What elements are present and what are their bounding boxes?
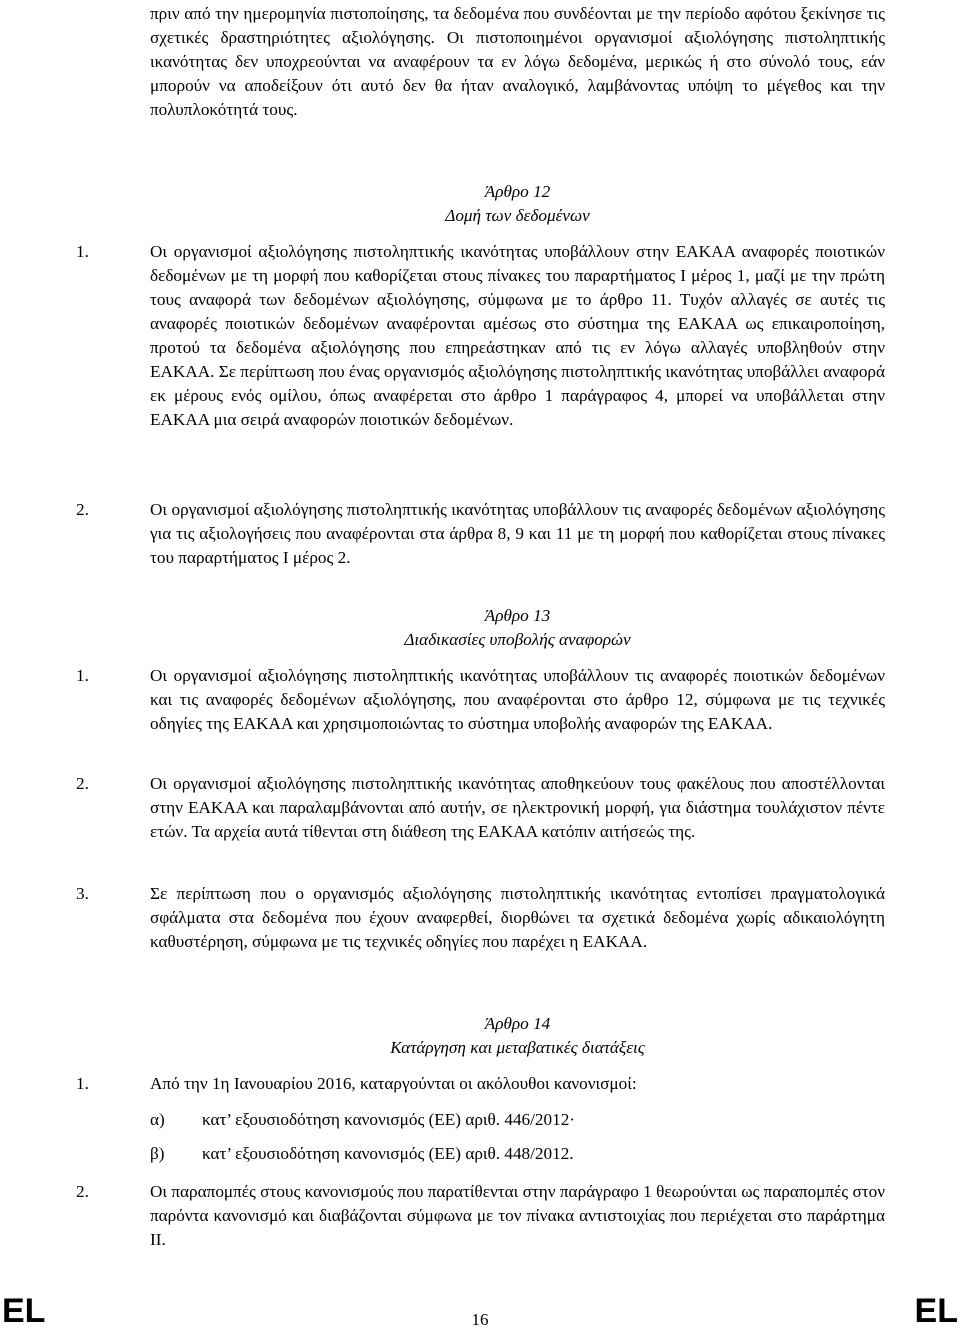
- article-13-paragraph-1: [76, 664, 885, 736]
- footer-language-right: EL: [914, 1292, 958, 1330]
- subitem-text: κατ’ εξουσιοδότηση κανονισμός (ΕΕ) αριθ. 448/2012.: [202, 1144, 574, 1163]
- article-14-paragraph-2: [76, 1180, 885, 1252]
- paragraph-number: 1.: [76, 242, 89, 261]
- paragraph-number: 2.: [76, 1182, 89, 1201]
- article-13-title: Διαδικασίες υποβολής αναφορών: [404, 630, 631, 649]
- footer-language-left: EL: [2, 1292, 46, 1330]
- paragraph-number: 1.: [76, 1074, 89, 1093]
- paragraph-text: Οι οργανισμοί αξιολόγησης πιστοληπτικής ικανότητας υποβάλλουν τις αναφορές δεδομένων αξιολόγησης για τις αξιολογήσεις που αναφέρονται στα άρθρα 8, 9 και 11 με τη μορφή που καθορίζεται στους πίνακες του παραρτήματος I μέρος 2.: [150, 500, 885, 567]
- paragraph-number: 3.: [76, 884, 89, 903]
- article-12-paragraph-2: [76, 498, 885, 570]
- article-14-subitem-b: [76, 1142, 885, 1166]
- article-13-paragraph-3: [76, 882, 885, 954]
- paragraph-text: Οι οργανισμοί αξιολόγησης πιστοληπτικής ικανότητας υποβάλλουν τις αναφορές ποιοτικών δεδομένων και τις αναφορές δεδομένων αξιολόγησης, που αναφέρονται στο άρθρο 12, σύμφωνα με τις τεχνικές οδηγίες της ΕΑΚΑΑ και χρησιμοποιώντας το σύστημα υποβολής αναφορών της ΕΑΚΑΑ.: [150, 666, 885, 733]
- paragraph-number: 1.: [76, 666, 89, 685]
- paragraph-text: Οι παραπομπές στους κανονισμούς που παρατίθενται στην παράγραφο 1 θεωρούνται ως παραπομπές στον παρόντα κανονισμό και διαβάζονται σύμφωνα με τον πίνακα αντιστοιχίας που περιέχεται στο παράρτημα ΙΙ.: [150, 1182, 885, 1249]
- article-14-subitem-a: [76, 1108, 885, 1132]
- article-13-paragraph-2: [76, 772, 885, 844]
- article-14-number: Άρθρο 14: [484, 1014, 551, 1033]
- subitem-letter: α): [150, 1110, 165, 1129]
- paragraph-text: Σε περίπτωση που ο οργανισμός αξιολόγησης πιστοληπτικής ικανότητας εντοπίσει πραγματολογικά σφάλματα στα δεδομένα που έχουν αναφερθεί, διορθώνει τα σχετικά δεδομένα χωρίς αδικαιολόγητη καθυστέρηση, σύμφωνα με τις τεχνικές οδηγίες που παρέχει η ΕΑΚΑΑ.: [150, 884, 885, 951]
- subitem-text: κατ’ εξουσιοδότηση κανονισμός (ΕΕ) αριθ. 446/2012·: [202, 1110, 576, 1129]
- article-13-number: Άρθρο 13: [484, 606, 551, 625]
- article-14-paragraph-1: [76, 1072, 885, 1096]
- page-number: 16: [471, 1310, 489, 1329]
- paragraph-text: Οι οργανισμοί αξιολόγησης πιστοληπτικής ικανότητας αποθηκεύουν τους φακέλους που αποστέλλονται στην ΕΑΚΑΑ και παραλαμβάνονται από αυτήν, σε ηλεκτρονική μορφή, για διάστημα τουλάχιστον πέντε ετών. Τα αρχεία αυτά τίθενται στη διάθεση της ΕΑΚΑΑ κατόπιν αιτήσεώς της.: [150, 774, 885, 841]
- subitem-letter: β): [150, 1144, 165, 1163]
- article-14-title: Κατάργηση και μεταβατικές διατάξεις: [390, 1038, 645, 1057]
- paragraph-number: 2.: [76, 774, 89, 793]
- intro-paragraph: πριν από την ημερομηνία πιστοποίησης, τα δεδομένα που συνδέονται με την περίοδο αφότου ξεκίνησε τις σχετικές δραστηριότητες αξιολόγησης. Οι πιστοποιημένοι οργανισμοί αξιολόγησης πιστοληπτικής ικανότητας δεν υποχρεούνται να αναφέρουν τα εν λόγω δεδομένα, μερικώς ή στο σύνολό τους, εάν μπορούν να αποδείξουν ότι αυτό δεν θα ήταν αναλογικό, λαμβάνοντας υπόψη το μέγεθος και την πολυπλοκότητά τους.: [150, 4, 885, 119]
- paragraph-text: Από την 1η Ιανουαρίου 2016, καταργούνται οι ακόλουθοι κανονισμοί:: [150, 1074, 637, 1093]
- article-12-title: Δομή των δεδομένων: [445, 206, 590, 225]
- paragraph-text: Οι οργανισμοί αξιολόγησης πιστοληπτικής ικανότητας υποβάλλουν στην ΕΑΚΑΑ αναφορές ποιοτικών δεδομένων με τη μορφή που καθορίζεται στους πίνακες του παραρτήματος I μέρος 1, μαζί με την πρώτη τους αναφορά των δεδομένων αξιολόγησης, σύμφωνα με το άρθρο 11. Τυχόν αλλαγές σε αυτές τις αναφορές ποιοτικών δεδομένων αναφέρονται αμέσως στο σύστημα της ΕΑΚΑΑ ως επικαιροποίηση, προτού τα δεδομένα αξιολόγησης που επηρεάστηκαν από τις εν λόγω αλλαγές υποβληθούν στην ΕΑΚΑΑ. Σε περίπτωση που ένας οργανισμός αξιολόγησης πιστοληπτικής ικανότητας υποβάλλει αναφορά εκ μέρους ενός ομίλου, όπως αναφέρεται στο άρθρο 1 παράγραφος 4, μπορεί να υποβάλλεται στην ΕΑΚΑΑ μια σειρά αναφορών ποιοτικών δεδομένων.: [150, 242, 885, 429]
- paragraph-number: 2.: [76, 500, 89, 519]
- article-12-number: Άρθρο 12: [484, 182, 551, 201]
- article-12-paragraph-1: [76, 240, 885, 432]
